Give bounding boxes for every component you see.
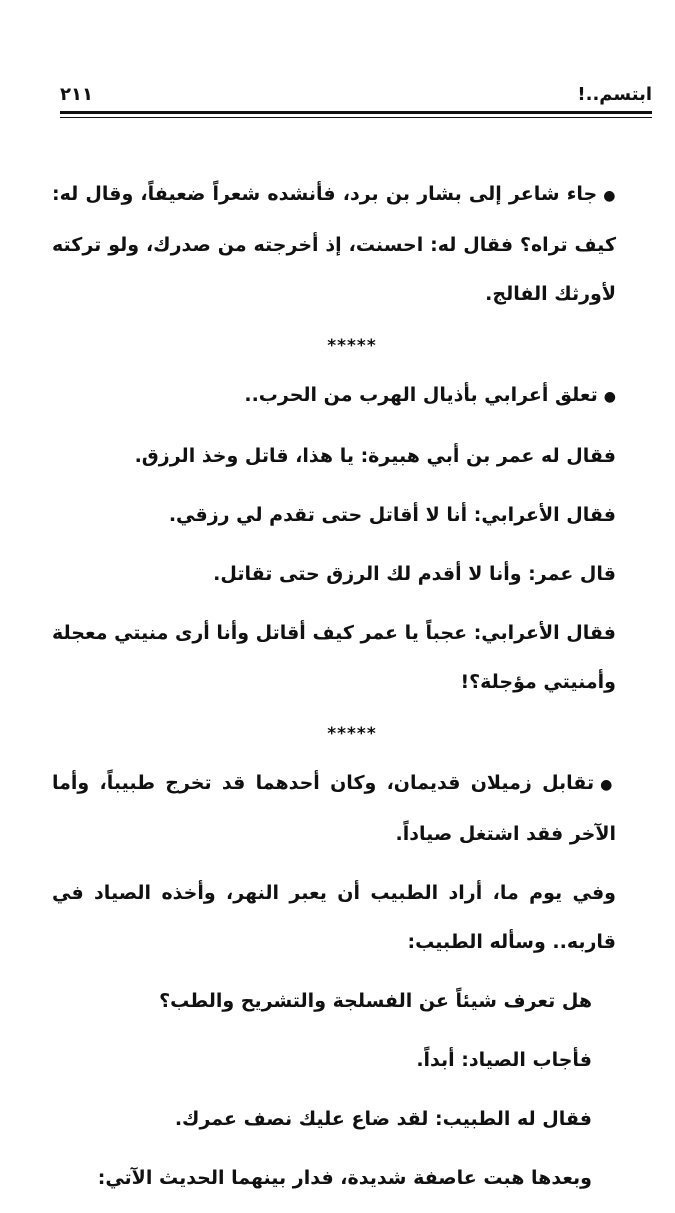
paragraph-colleagues — [52, 759, 652, 859]
paragraph-doctor-remark: فقال له الطبيب: لقد ضاع عليك نصف عمرك. — [174, 1108, 592, 1130]
paragraph-storm: وبعدها هبت عاصفة شديدة، فدار بينهما الحديث الآتي: — [97, 1167, 592, 1189]
section-separator: ***** — [327, 724, 377, 744]
page-number: ٢١١ — [60, 84, 93, 105]
paragraph-text: جاء شاعر إلى بشار بن برد، فأنشده شعراً ضعيفاً، وقال له: كيف تراه؟ فقال له: احسنت، إذ أخرجته من صدرك، ولو تركته لأورثك الفالج. — [52, 183, 616, 305]
paragraph-text: تعلق أعرابي بأذيال الهرب من الحرب.. — [244, 384, 598, 406]
paragraph-arabi-reply: فقال الأعرابي: أنا لا أقاتل حتى تقدم لي رزقي. — [168, 504, 616, 526]
paragraph-omar-reply: قال عمر: وأنا لا أقدم لك الرزق حتى تقاتل. — [213, 563, 616, 585]
paragraph-question: هل تعرف شيئاً عن الفسلجة والتشريح والطب؟ — [159, 990, 592, 1012]
running-header — [60, 80, 652, 110]
paragraph-arabi-intro — [52, 371, 652, 422]
body-text — [52, 170, 652, 1213]
bullet-icon: ● — [603, 389, 616, 405]
paragraph-bashar — [52, 170, 652, 319]
paragraph-omar-says: فقال له عمر بن أبي هبيرة: يا هذا، قاتل وخذ الرزق. — [134, 445, 616, 467]
paragraph-river: وفي يوم ما، أراد الطبيب أن يعبر النهر، وأخذه الصياد في قاربه.. وسأله الطبيب: — [52, 882, 616, 953]
header-rule-thick — [60, 111, 652, 114]
paragraph-answer: فأجاب الصياد: أبداً. — [416, 1049, 592, 1071]
section-separator: ***** — [327, 336, 377, 356]
paragraph-arabi-final: فقال الأعرابي: عجباً يا عمر كيف أقاتل وأنا أرى منيتي معجلة وأمنيتي مؤجلة؟! — [52, 622, 616, 693]
bullet-icon: ● — [600, 777, 617, 793]
header-rule-thin — [60, 117, 652, 118]
paragraph-text: تقابل زميلان قديمان، وكان أحدهما قد تخرج طبيباً، وأما الآخر فقد اشتغل صياداً. — [52, 772, 616, 845]
bullet-icon: ● — [603, 188, 617, 204]
header-title: ابتسم..! — [577, 84, 652, 105]
